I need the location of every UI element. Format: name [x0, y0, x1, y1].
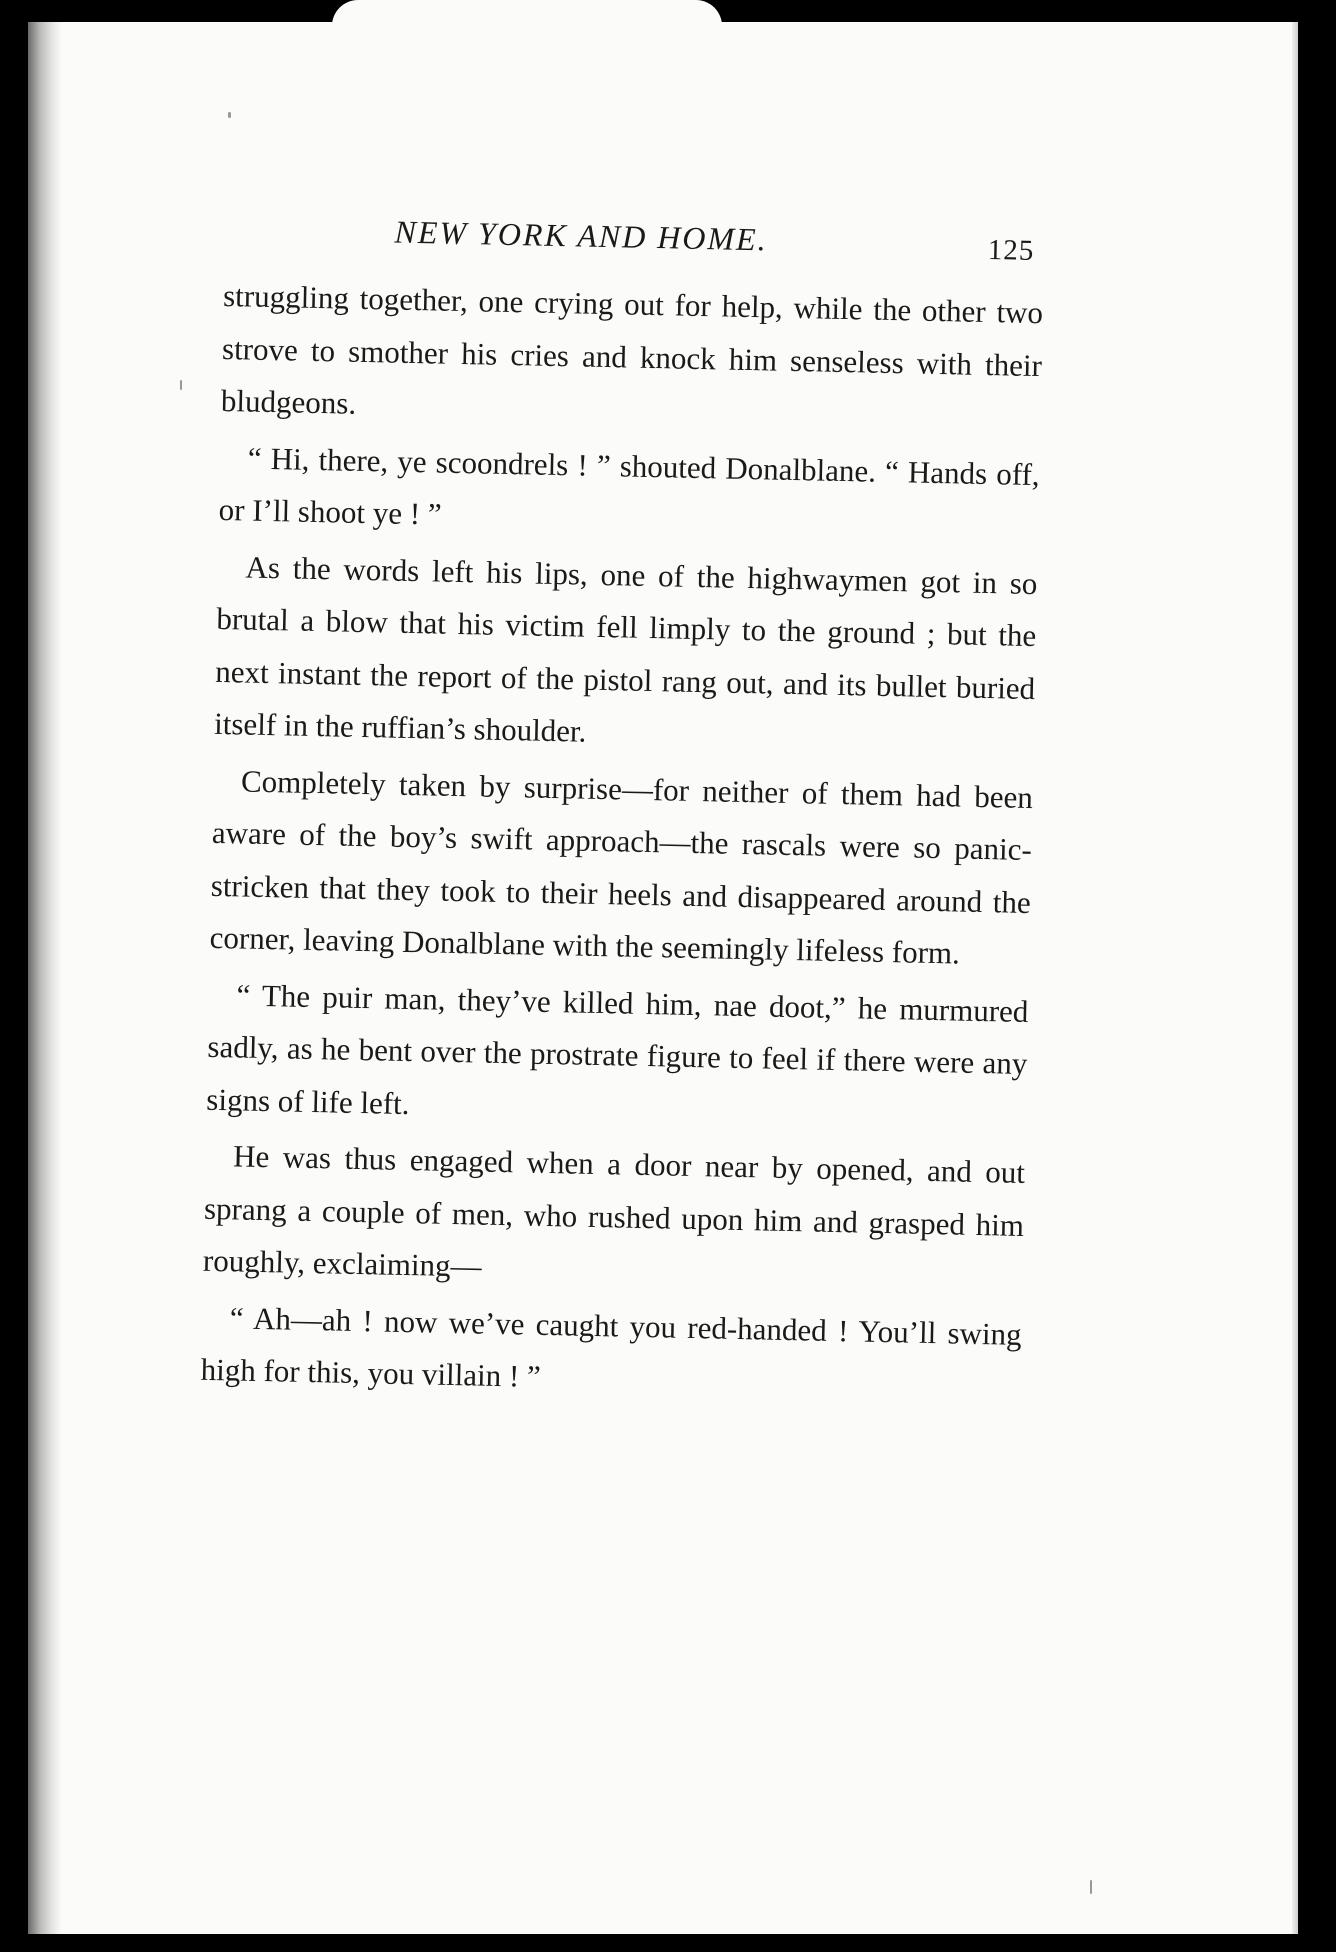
paragraph: “ Hi, there, ye scoondrels ! ” shouted Donalblane. “ Hands off, or I’ll shoot ye ! ” [218, 440, 1041, 532]
paragraph: He was thus engaged when a door near by opened, and out sprang a couple of men, who rushed upon him and grasped him roughly, exclaiming— [202, 1138, 1026, 1284]
paragraph: “ Ah—ah ! now we’ve caught you red-handed ! You’ll swing high for this, you villain ! ” [200, 1299, 1023, 1394]
page-right-edge [1292, 22, 1298, 1934]
page-number: 125 [987, 233, 1035, 267]
paper-speck [1090, 1880, 1092, 1894]
body-text [200, 270, 1043, 1413]
running-title: NEW YORK AND HOME. [394, 213, 769, 258]
paragraph: struggling together, one crying out for help, while the other two strove to smother his cries and knock him senseless with their bludgeons. [220, 277, 1044, 421]
paper-speck [228, 112, 231, 118]
paragraph: Completely taken by surprise—for neither of them had been aware of the boy’s swift approach—the rascals were so panic-stricken that they took to their heels and disappeared around the corner, leaving Donalblane with the seemingly lifeless form. [209, 762, 1034, 971]
paper-speck [180, 380, 182, 390]
paragraph: “ The puir man, they’ve killed him, nae doot,” he murmured sadly, as he bent over the prostrate figure to feel if there were any signs of life left. [206, 976, 1029, 1121]
binding-gutter-shadow [28, 22, 62, 1934]
page-content [200, 210, 1045, 1413]
paragraph: As the words left his lips, one of the highwaymen got in so brutal a blow that his victim fell limply to the ground ; but the next instant the report of the pistol rang out, and its bullet buried itself in the ruffian’s shoulder. [213, 549, 1038, 749]
page-tab-notch [332, 0, 722, 26]
